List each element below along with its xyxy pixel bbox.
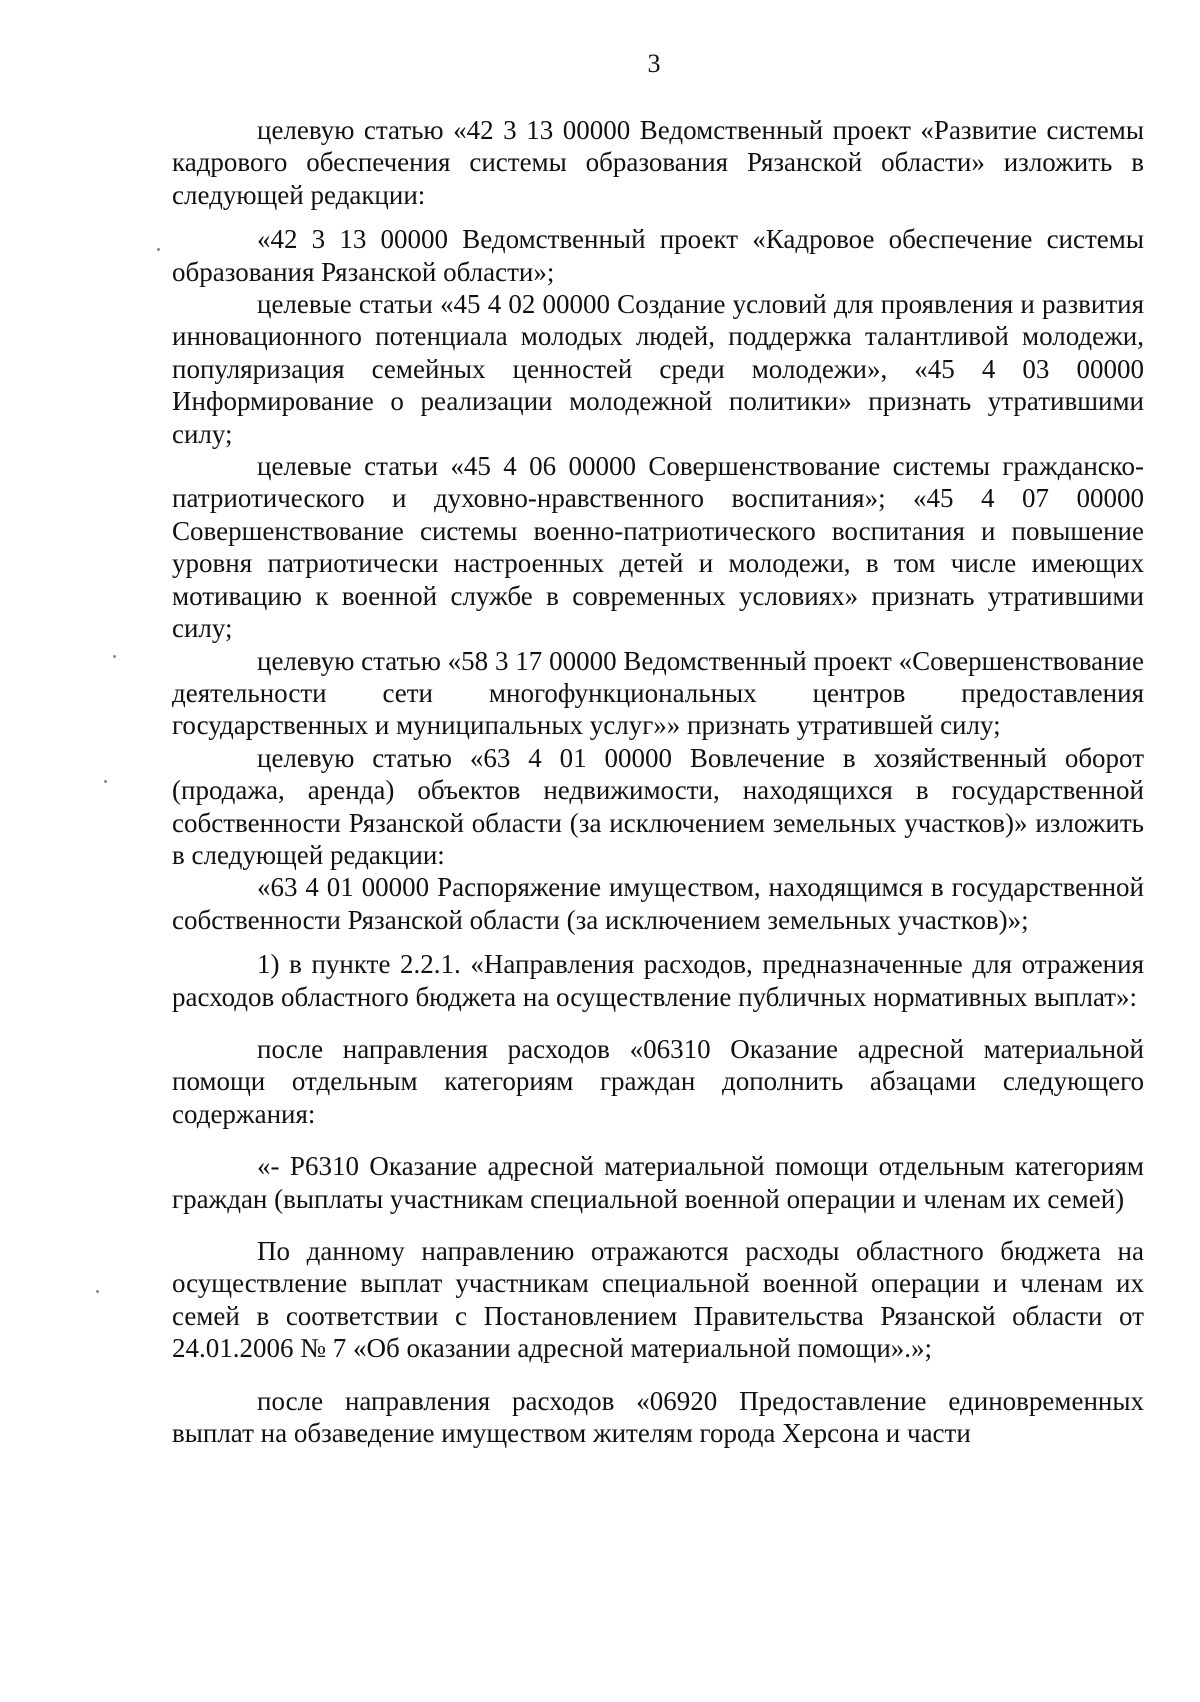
paragraph-12: после направления расходов «06920 Предоставление единовременных выплат на обзаведение имуществом жителям города Херсона и части — [172, 1385, 1144, 1449]
paragraph-7: «63 4 01 00000 Распоряжение имуществом, находящимся в государственной собственности Рязанской области (за исключением земельных участков)»; — [172, 872, 1144, 935]
paragraph-8: 1) в пункте 2.2.1. «Направления расходов, предназначенные для отражения расходов областного бюджета на осуществление публичных нормативных выплат»: — [172, 949, 1144, 1012]
scan-speck — [113, 655, 116, 658]
scan-speck — [157, 248, 160, 251]
paragraph-11: По данному направлению отражаются расходы областного бюджета на осуществление выплат участникам специальной военной операции и членам их семей в соответствии с Постановлением Правительства Рязанской области от 24.01.2006 № 7 «Об оказании адресной материальной помощи».»; — [172, 1236, 1144, 1364]
scan-speck — [104, 780, 107, 783]
paragraph-4: целевые статьи «45 4 06 00000 Совершенствование системы гражданско-патриотического и духовно-нравственного воспитания»; «45 4 07 00000 Совершенствование системы военно-патриотического воспитания и повышение уровня патриотически настроенных детей и молодежи, в том числе имеющих мотивацию к военной службе в современных условиях» признать утратившими силу; — [172, 451, 1144, 644]
page-number: 3 — [647, 49, 661, 78]
document-body — [172, 114, 1144, 1449]
paragraph-5: целевую статью «58 3 17 00000 Ведомственный проект «Совершенствование деятельности сети многофункциональных центров предоставления государственных и муниципальных услуг»» признать утратившей силу; — [172, 645, 1144, 741]
paragraph-1: целевую статью «42 3 13 00000 Ведомственный проект «Развитие системы кадрового обеспечения системы образования Рязанской области» изложить в следующей редакции: — [172, 115, 1144, 210]
paragraph-9: после направления расходов «06310 Оказание адресной материальной помощи отдельным категориям граждан дополнить абзацами следующего содержания: — [172, 1033, 1144, 1129]
paragraph-6: целевую статью «63 4 01 00000 Вовлечение в хозяйственный оборот (продажа, аренда) объектов недвижимости, находящихся в государственной собственности Рязанской области (за исключением земельных участков)» изложить в следующей редакции: — [172, 742, 1144, 870]
paragraph-2: «42 3 13 00000 Ведомственный проект «Кадровое обеспечение системы образования Рязанской области»; — [172, 224, 1144, 287]
paragraph-3: целевые статьи «45 4 02 00000 Создание условий для проявления и развития инновационного потенциала молодых людей, поддержка талантливой молодежи, популяризация семейных ценностей среди молодежи», «45 4 03 00000 Информирование о реализации молодежной политики» признать утратившими силу; — [172, 289, 1144, 449]
scan-speck — [96, 1290, 99, 1293]
paragraph-10: «- P6310 Оказание адресной материальной помощи отдельным категориям граждан (выплаты участникам специальной военной операции и членам их семей) — [172, 1151, 1144, 1214]
